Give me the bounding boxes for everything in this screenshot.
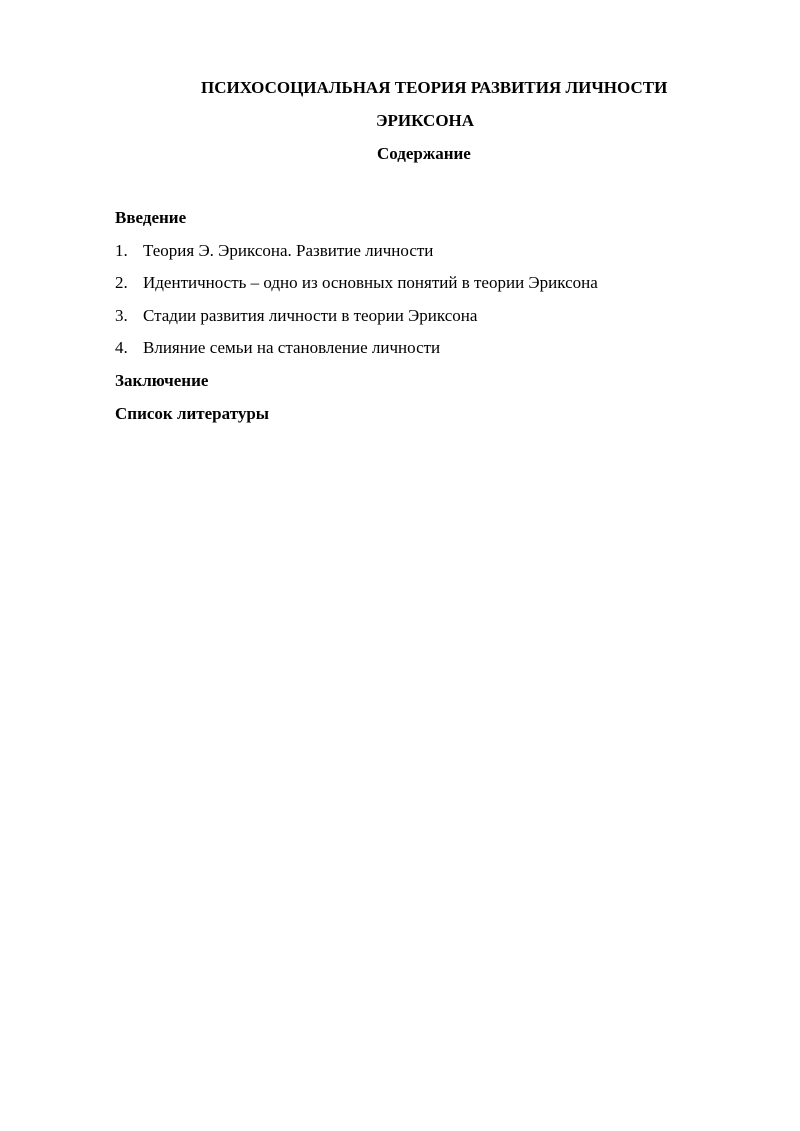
toc-item-number: 4. <box>115 338 128 357</box>
contents-heading: Содержание <box>377 144 471 163</box>
toc-item-conclusion: Заключение <box>115 371 209 390</box>
document-title-line-1: ПСИХОСОЦИАЛЬНАЯ ТЕОРИЯ РАЗВИТИЯ ЛИЧНОСТИ <box>201 78 668 97</box>
toc-item-label: Влияние семьи на становление личности <box>143 338 441 357</box>
toc-item-intro: Введение <box>115 208 187 227</box>
toc-item-number: 2. <box>115 273 128 292</box>
document-title-line-2: ЭРИКСОНА <box>376 111 475 130</box>
toc-item-references: Список литературы <box>115 404 270 423</box>
toc-item-1 <box>115 241 433 261</box>
toc-item-3 <box>115 306 477 326</box>
toc-item-2 <box>115 273 598 293</box>
toc-item-label: Теория Э. Эриксона. Развитие личности <box>143 241 434 260</box>
toc-item-number: 3. <box>115 306 128 325</box>
toc-item-label: Идентичность – одно из основных понятий в теории Эриксона <box>143 273 598 292</box>
toc-item-4 <box>115 338 440 358</box>
toc-item-label: Стадии развития личности в теории Эриксона <box>143 306 478 325</box>
toc-item-number: 1. <box>115 241 128 260</box>
